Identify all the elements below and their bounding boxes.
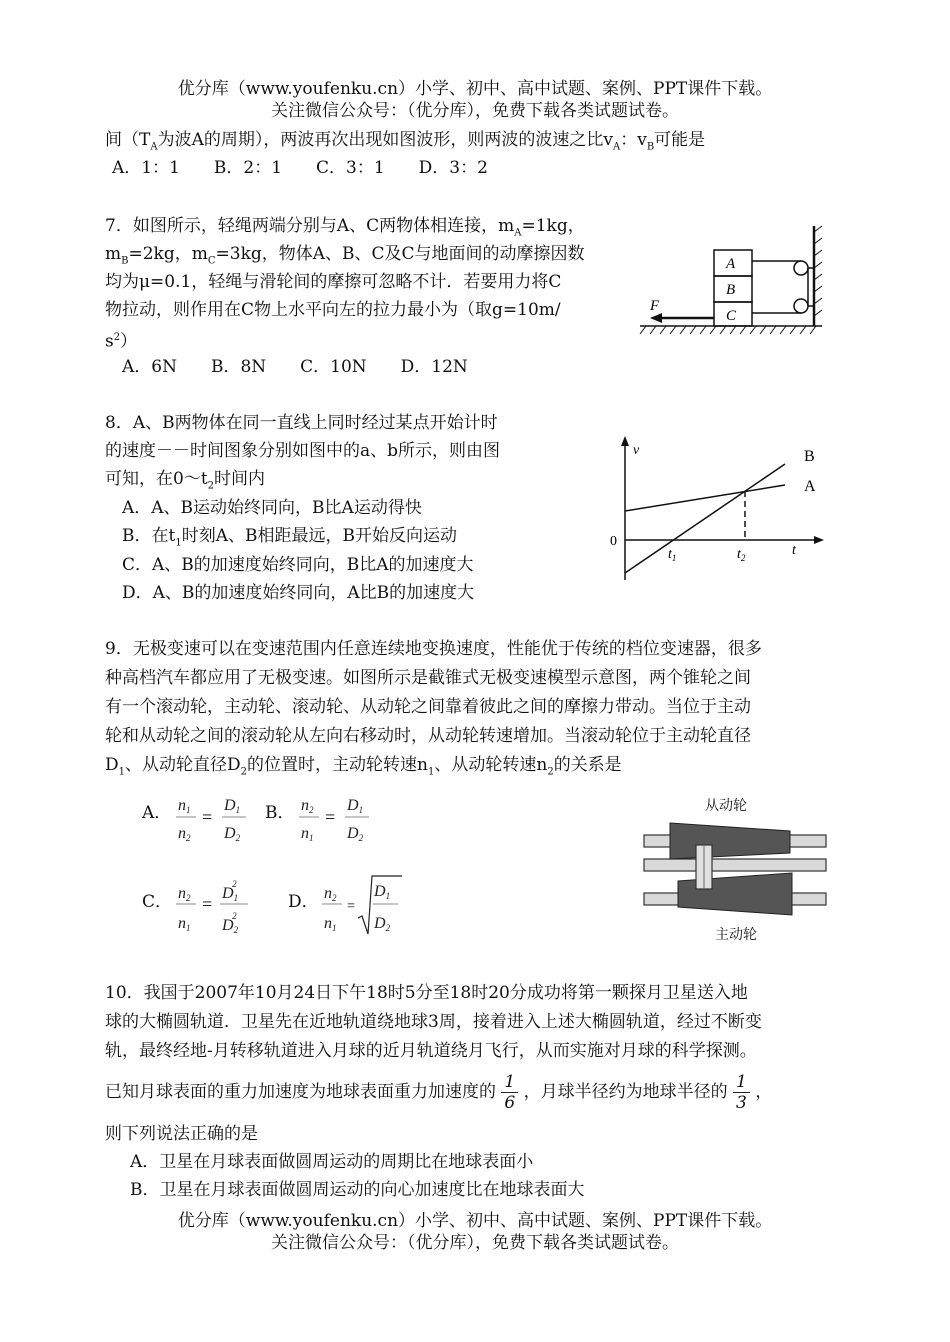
svg-text:D1: D1	[374, 883, 391, 901]
q9-line-4: 轮和从动轮之间的滚动轮从左向右移动时，从动轮转速增加。当滚动轮位于主动轮直径	[105, 726, 751, 746]
svg-text:D2: D2	[347, 825, 364, 843]
svg-text:n2: n2	[324, 885, 337, 903]
q7-options: A．6N B．8N C．10N D．12N	[122, 357, 468, 377]
svg-text:=: =	[202, 894, 213, 914]
q6-options: A．1：1 B．2：1 C．3：1 D．3：2	[112, 158, 488, 178]
header-line-2: 关注微信公众号：（优分库），免费下载各类试题试卷。	[271, 101, 679, 121]
t1-label: $t_1$	[668, 547, 677, 563]
q8-option-d: D．A、B的加速度始终同向，A比B的加速度大	[122, 583, 475, 603]
fig-label-c: C	[726, 308, 737, 324]
q9-line-2: 种高档汽车都应用了无极变速。如图所示是截锥式无极变速模型示意图，两个锥轮之间	[105, 668, 751, 688]
svg-text:D2: D2	[224, 825, 241, 843]
fig-driven-wheel-label: 从动轮	[705, 798, 747, 814]
fig-label-f: F	[650, 298, 660, 314]
q10-line-5: 则下列说法正确的是	[105, 1124, 258, 1144]
q9-option-b-formula	[295, 788, 375, 848]
q9-line-5: $D_1$、从动轮直径$D_2$的位置时，主动轮转速$n_1$、从动轮转速$n_2$的关系是	[105, 755, 622, 778]
svg-text:D2: D2	[374, 915, 391, 933]
footer-line-1: 优分库（www.youfenku.cn）小学、初中、高中试题、案例、PPT课件下载。	[177, 1211, 773, 1231]
q8-option-a: A．A、B运动始终同向，B比A运动得快	[122, 498, 422, 518]
fraction-one-third: $\frac{1}{3}$	[733, 1072, 750, 1113]
q9-line-1: 9．无极变速可以在变速范围内任意连续地变换速度，性能优于传统的档位变速器，很多	[105, 639, 762, 659]
q10-line-3: 轨，最终经地-月转移轨道进入月球的近月轨道绕月飞行，从而实施对月球的科学探测。	[105, 1041, 757, 1061]
q7-line-2: $m_B=2kg$，$m_C=3kg$，物体A、B、C及C与地面间的动摩擦因数	[105, 244, 585, 267]
svg-text:n1: n1	[178, 797, 191, 815]
q8-option-b: B．在$t_1$时刻A、B相距最远，B开始反向运动	[122, 526, 457, 549]
fig-driver-wheel-label: 主动轮	[715, 927, 757, 943]
svg-text:D1: D1	[347, 797, 364, 815]
q7-line-3: 均为μ=0.1，轻绳与滑轮间的摩擦可忽略不计．若要用力将C	[105, 272, 562, 292]
q7-pulley-figure	[636, 218, 826, 338]
q10-line-2: 球的大椭圆轨道．卫星先在近地轨道绕地球3周，接着进入上述大椭圆轨道，经过不断变	[105, 1012, 762, 1032]
svg-text:n1: n1	[324, 915, 337, 933]
q7-line-4: 物拉动，则作用在C物上水平向左的拉力最小为（取g=10m/	[105, 300, 561, 320]
q9-line-3: 有一个滚动轮，主动轮、滚动轮、从动轮之间靠着彼此之间的摩擦力带动。当位于主动	[105, 697, 751, 717]
q10-line-4: 已知月球表面的重力加速度为地球表面重力加速度的 $\frac{1}{6}$ ，月球半径约为地球半径的 $\frac{1}{3}$ ，	[105, 1072, 773, 1113]
svg-text:n1: n1	[301, 825, 314, 843]
fraction-one-sixth: $\frac{1}{6}$	[501, 1072, 518, 1113]
q9-option-d-label: D．	[288, 892, 319, 912]
footer-line-2: 关注微信公众号：（优分库），免费下载各类试题试卷。	[271, 1233, 679, 1253]
q10-option-a: A．卫星在月球表面做圆周运动的周期比在地球表面小	[130, 1152, 534, 1172]
line-a-label: A	[804, 478, 816, 495]
q7-line-1: 7．如图所示，轻绳两端分别与A、C两物体相连接，$m_A=1kg$，	[105, 216, 585, 239]
svg-text:=: =	[347, 899, 355, 914]
svg-text:=: =	[325, 807, 336, 827]
svg-text:n1: n1	[178, 915, 191, 933]
svg-text:n2: n2	[178, 885, 191, 903]
q10-option-b: B．卫星在月球表面做圆周运动的向心加速度比在地球表面大	[130, 1180, 585, 1200]
line-a	[625, 485, 785, 511]
svg-text:D22: D22	[222, 911, 239, 935]
header-line-1: 优分库（www.youfenku.cn）小学、初中、高中试题、案例、PPT课件下载。	[177, 79, 773, 99]
q6-continuation: 间（$T_A$为波A的周期），两波再次出现如图波形，则两波的波速之比$v_A$：$v_B$可能是	[105, 130, 706, 153]
line-b	[625, 464, 785, 573]
t-label: t	[792, 543, 796, 558]
q9-option-a-formula	[172, 788, 252, 848]
t2-label: $t_2$	[737, 547, 746, 563]
q10-line-1: 10．我国于2007年10月24日下午18时5分至18时20分成功将第一颗探月卫星送入地	[105, 983, 748, 1003]
line-b-label: B	[804, 448, 815, 465]
q9-option-a-label: A．	[142, 803, 172, 823]
q8-line-2: 的速度－－时间图象分别如图中的a、b所示，则由图	[105, 441, 501, 461]
q8-line-3: 可知，在$0\sim t_2$时间内	[105, 469, 266, 492]
q9-cvt-figure	[640, 815, 830, 925]
origin-label: 0	[610, 534, 617, 549]
q9-option-c-label: C．	[142, 892, 173, 912]
q8-option-c: C．A、B的加速度始终同向，B比A的加速度大	[122, 555, 474, 575]
q9-option-d-formula	[318, 870, 408, 940]
q9-option-c-formula	[172, 872, 256, 938]
v-label: v	[633, 443, 640, 458]
q7-line-5: $s^2$）	[105, 331, 138, 352]
svg-text:D12: D12	[222, 879, 239, 903]
fig-label-a: A	[726, 256, 736, 272]
svg-text:n2: n2	[301, 797, 314, 815]
fig-label-b: B	[726, 282, 736, 298]
svg-text:n2: n2	[178, 825, 191, 843]
svg-text:=: =	[202, 807, 213, 827]
q9-option-b-label: B．	[265, 803, 295, 823]
q8-vt-graph	[600, 430, 840, 590]
q8-line-1: 8．A、B两物体在同一直线上同时经过某点开始计时	[105, 413, 498, 433]
svg-text:D1: D1	[224, 797, 241, 815]
